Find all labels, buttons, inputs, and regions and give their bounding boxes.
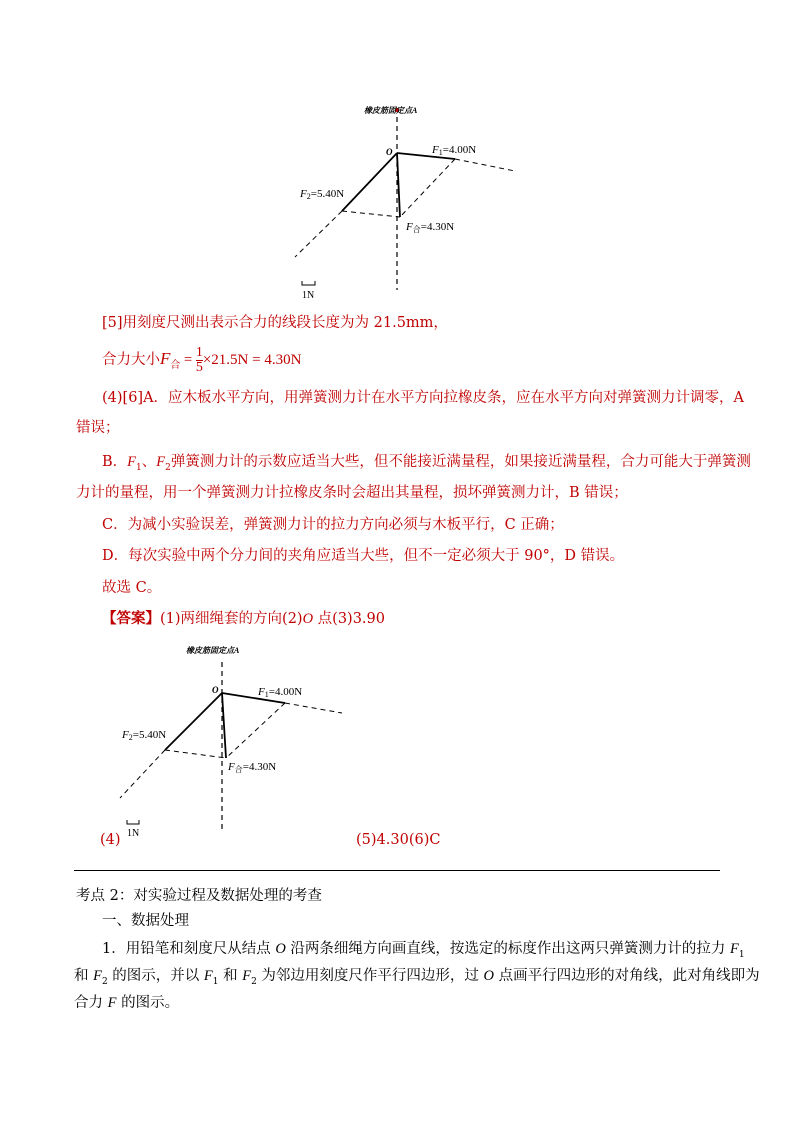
solution-line-6a: (4)[6]A．应木板水平方向，用弹簧测力计在水平方向拉橡皮条，应在水平方向对弹簧测力计调零，A <box>102 390 745 406</box>
section-divider <box>74 870 720 871</box>
scale-bar <box>302 281 315 285</box>
formula-line: 合力大小$F_合$ = $\frac{1}{5}$ ×21.5N = 4.30N <box>102 344 302 375</box>
parallelogram-side-2 <box>226 703 285 758</box>
f1-extension <box>285 703 342 713</box>
scale-bar <box>127 820 139 824</box>
f2-extension <box>295 211 342 257</box>
scale-label: 1N <box>127 828 140 839</box>
f2-label: F2=5.40N <box>300 188 345 201</box>
fixed-point-label: 橡皮筋固定点A <box>364 106 418 115</box>
f2-vector <box>165 693 222 750</box>
section-paragraph-line-1: 1．用铅笔和刻度尺从结点 O 沿两条细绳方向画直线，按选定的标度作出这两只弹簧测力计的拉力 $F_1$ <box>102 941 745 960</box>
answer-part-4: (4) <box>100 832 121 848</box>
solution-line-5: [5]用刻度尺测出表示合力的线段长度为为 21.5mm， <box>102 315 448 331</box>
f1-label: F1=4.00N <box>258 686 303 699</box>
force-diagram-top <box>280 95 530 305</box>
answer-part-56: (5)4.30(6)C <box>356 832 441 848</box>
solution-line-6b: 错误； <box>76 420 120 436</box>
section-paragraph-line-2: 和 $F_2$ 的图示，并以 $F_1$ 和 $F_2$ 为邻边用刻度尺作平行四边形，过 O 点画平行四边形的对角线，此对角线即为 <box>74 968 760 987</box>
resultant-vector <box>222 693 226 758</box>
f2-extension <box>120 750 165 798</box>
fixed-point-label: 橡皮筋固定点A <box>186 646 240 655</box>
section-subtitle: 一、数据处理 <box>102 913 189 929</box>
resultant-label: F合=4.30N <box>406 221 455 234</box>
parallelogram-side-1 <box>165 750 226 758</box>
parallelogram-side-1 <box>342 211 400 217</box>
section-title: 考点 2：对实验过程及数据处理的考查 <box>76 888 322 904</box>
force-diagram-bottom <box>110 640 360 840</box>
solution-line-d: D．每次实验中两个分力间的夹角应适当大些，但不一定必须大于 90°，D 错误。 <box>102 548 625 564</box>
solution-line-b2: 力计的量程，用一个弹簧测力计拉橡皮条时会超出其量程，损坏弹簧测力计，B 错误； <box>76 485 628 501</box>
resultant-label: F合=4.30N <box>228 761 277 774</box>
solution-line-b1: B．$F_1$、$F_2$弹簧测力计的示数应适当大些，但不能接近满量程，如果接近满量程，合力可能大于弹簧测 <box>102 454 751 473</box>
scale-label: 1N <box>302 290 315 301</box>
solution-line-choice: 故选 C。 <box>102 580 162 596</box>
f1-label: F1=4.00N <box>432 144 477 157</box>
answer-line: 【答案】(1)两细绳套的方向(2)O 点(3)3.90 <box>102 610 385 627</box>
f1-extension <box>455 159 515 171</box>
f2-label: F2=5.40N <box>122 729 167 742</box>
o-label: O <box>212 685 219 695</box>
o-label: O <box>386 147 393 157</box>
section-paragraph-line-3: 合力 F 的图示。 <box>74 995 180 1011</box>
solution-line-c: C．为减小实验误差，弹簧测力计的拉力方向必须与木板平行，C 正确； <box>102 517 564 533</box>
f2-vector <box>342 153 397 211</box>
parallelogram-side-2 <box>400 159 455 217</box>
